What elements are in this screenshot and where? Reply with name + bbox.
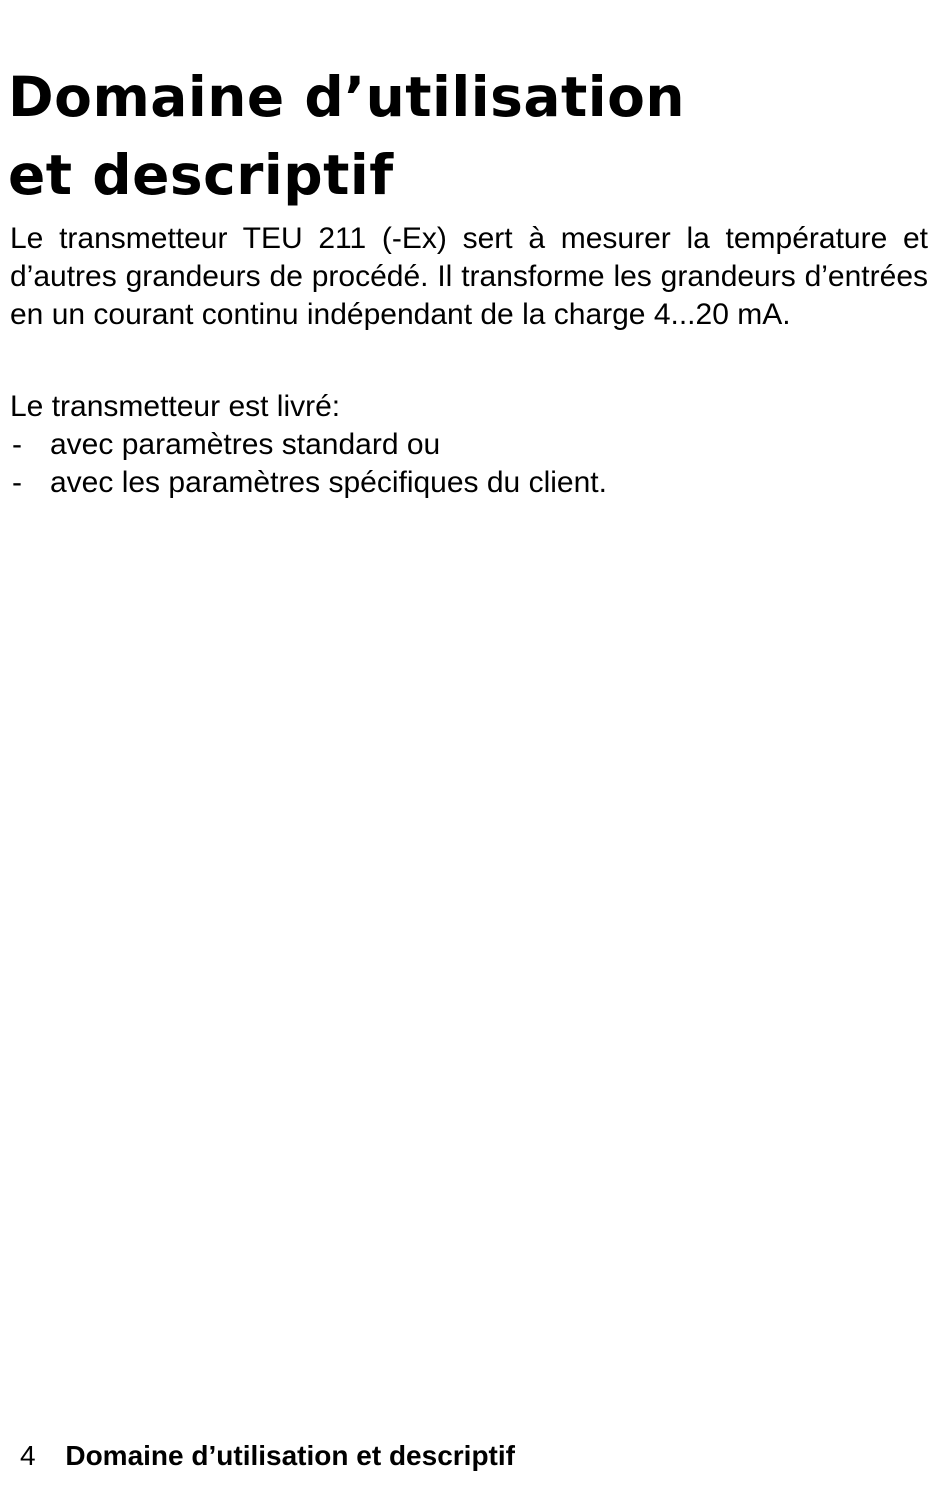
intro-paragraph: Le transmetteur TEU 211 (-Ex) sert à mesurer la température et d’autres grandeurs de procédé. Il transforme les grandeurs d’entrées en un courant continu indépendant de la charge 4...20 mA.: [10, 222, 928, 331]
delivery-list: [10, 426, 928, 502]
page-title: [8, 58, 928, 214]
delivery-section: [10, 388, 928, 502]
list-item: [10, 426, 928, 464]
list-item-text: avec les paramètres spécifiques du client.: [50, 466, 607, 499]
delivery-lead: Le transmetteur est livré:: [10, 390, 341, 423]
list-item: [10, 464, 928, 502]
page-title-line-1: Domaine d’utilisation: [8, 65, 686, 129]
list-item-text: avec paramètres standard ou: [50, 428, 441, 461]
list-bullet: -: [12, 428, 22, 461]
footer-section-title: Domaine d’utilisation et descriptif: [65, 1440, 515, 1471]
page-footer: [20, 1436, 515, 1476]
page-number: 4: [20, 1440, 36, 1471]
list-bullet: -: [12, 466, 22, 499]
page-title-line-2: et descriptif: [8, 143, 394, 207]
